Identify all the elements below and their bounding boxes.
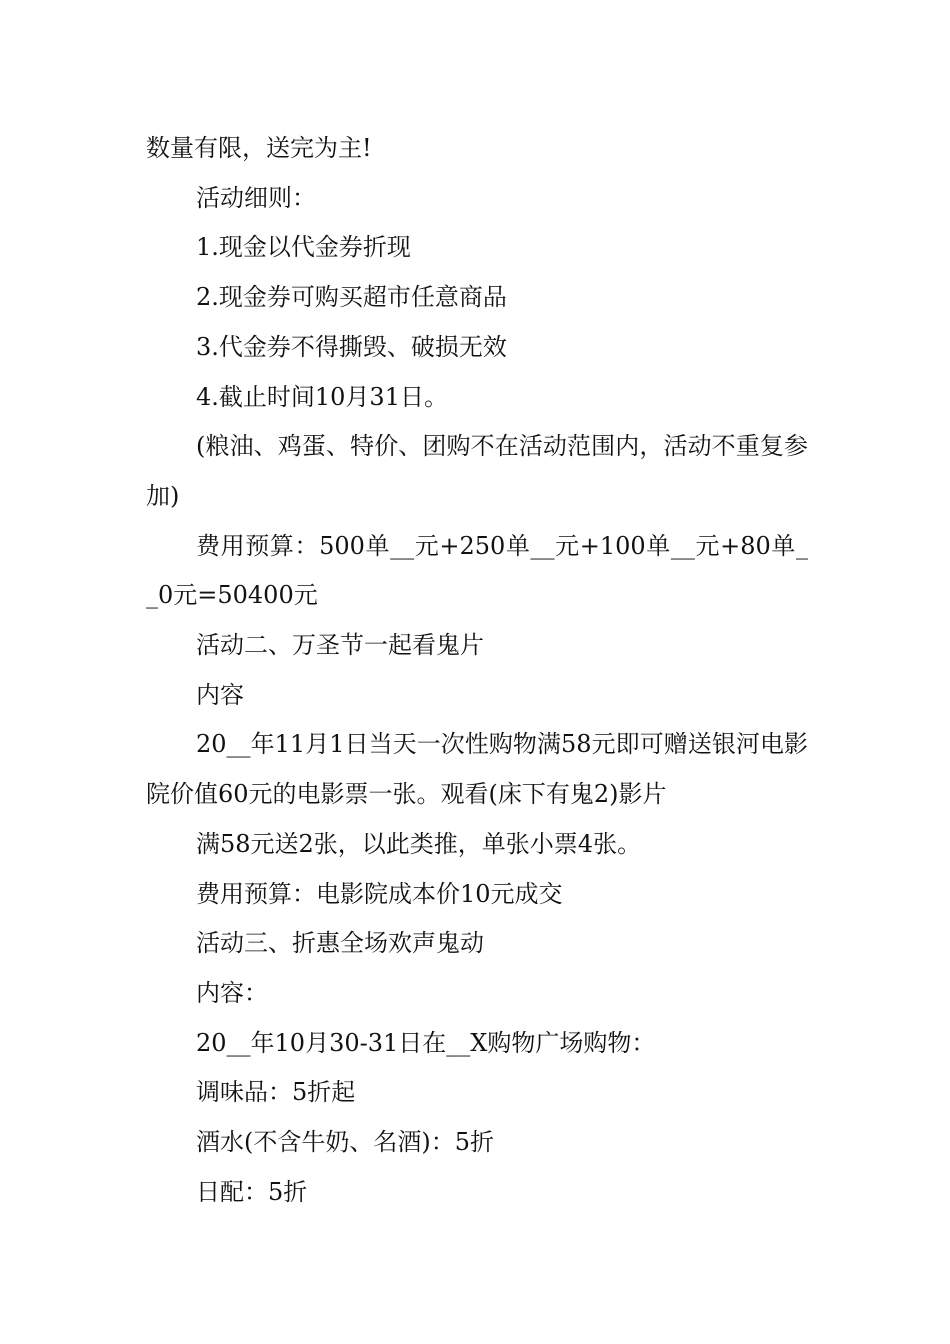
- paragraph-content-label: 内容: [196, 680, 244, 709]
- document-body: [146, 124, 808, 1217]
- paragraph-quantity-limited: 数量有限，送完为主!: [146, 134, 372, 162]
- paragraph-rule-2: 2.现金券可购买超市任意商品: [196, 283, 507, 312]
- paragraph-activity-rules-heading: 活动细则：: [196, 183, 316, 212]
- paragraph-activity-3-title: 活动三、折惠全场欢声鬼动: [196, 929, 484, 958]
- paragraph-seasoning-discount: 调味品：5折起: [196, 1078, 356, 1107]
- paragraph-rule-3: 3.代金券不得撕毁、破损无效: [196, 332, 507, 361]
- paragraph-activity-3-date: 20__年10月30-31日在__X购物广场购物：: [196, 1028, 656, 1057]
- paragraph-drinks-discount: 酒水(不含牛奶、名酒)：5折: [196, 1128, 494, 1157]
- paragraph-activity-2-title: 活动二、万圣节一起看鬼片: [196, 631, 484, 660]
- paragraph-exclusions: (粮油、鸡蛋、特价、团购不在活动范围内，活动不重复参加): [146, 432, 808, 510]
- paragraph-rule-4: 4.截止时间10月31日。: [196, 382, 448, 411]
- paragraph-ticket-rule: 满58元送2张，以此类推，单张小票4张。: [196, 829, 642, 858]
- paragraph-budget-1: 费用预算：500单__元+250单__元+100单__元+80单__0元=50400元: [146, 531, 808, 610]
- paragraph-content-label-2: 内容：: [196, 978, 268, 1007]
- paragraph-daily-discount: 日配：5折: [196, 1177, 308, 1206]
- paragraph-budget-2: 费用预算：电影院成本价10元成交: [196, 879, 563, 908]
- paragraph-rule-1: 1.现金以代金券折现: [196, 233, 411, 262]
- paragraph-activity-2-detail: 20__年11月1日当天一次性购物满58元即可赠送银河电影院价值60元的电影票一张。观看(床下有鬼2)影片: [146, 730, 808, 809]
